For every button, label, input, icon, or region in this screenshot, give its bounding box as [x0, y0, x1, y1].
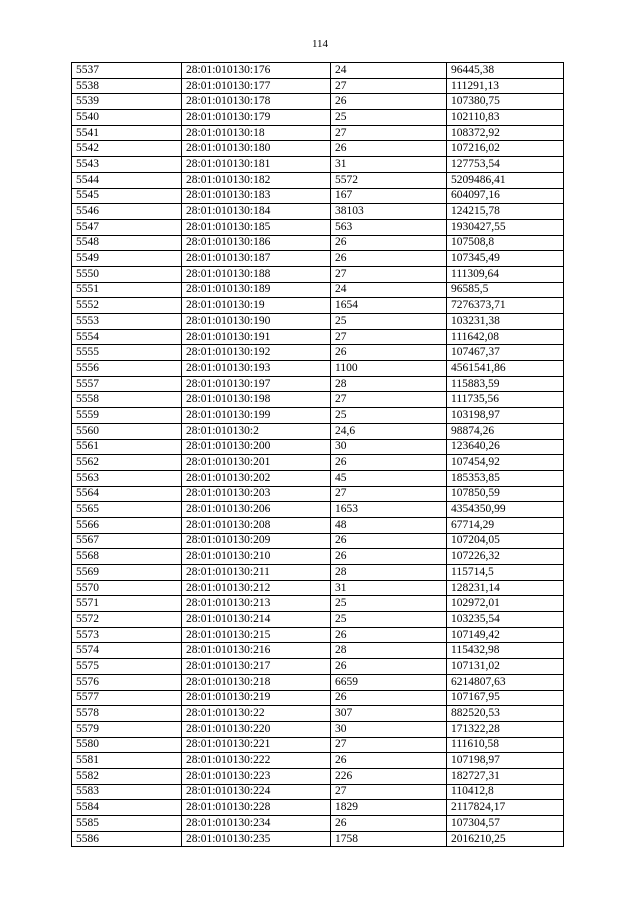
- cadastral-number-cell: 28:01:010130:177: [182, 78, 331, 94]
- area-cell: 5572: [331, 172, 447, 188]
- value-cell: 182727,31: [447, 768, 564, 784]
- area-cell: 25: [331, 612, 447, 628]
- row-number-cell: 5544: [72, 172, 182, 188]
- area-cell: 25: [331, 596, 447, 612]
- cadastral-number-cell: 28:01:010130:217: [182, 659, 331, 675]
- row-number-cell: 5569: [72, 565, 182, 581]
- table-row: [72, 219, 564, 235]
- value-cell: 107508,8: [447, 235, 564, 251]
- table-row: [72, 314, 564, 330]
- table-row: [72, 596, 564, 612]
- cadastral-number-cell: 28:01:010130:214: [182, 612, 331, 628]
- value-cell: 107850,59: [447, 486, 564, 502]
- row-number-cell: 5557: [72, 376, 182, 392]
- cadastral-number-cell: 28:01:010130:199: [182, 408, 331, 424]
- cadastral-number-cell: 28:01:010130:193: [182, 361, 331, 377]
- table-row: [72, 502, 564, 518]
- cadastral-number-cell: 28:01:010130:202: [182, 470, 331, 486]
- cadastral-number-cell: 28:01:010130:19: [182, 298, 331, 314]
- row-number-cell: 5574: [72, 643, 182, 659]
- table-row: [72, 674, 564, 690]
- area-cell: 26: [331, 549, 447, 565]
- cadastral-number-cell: 28:01:010130:192: [182, 345, 331, 361]
- table-row: [72, 517, 564, 533]
- row-number-cell: 5561: [72, 439, 182, 455]
- value-cell: 98874,26: [447, 423, 564, 439]
- value-cell: 107467,37: [447, 345, 564, 361]
- row-number-cell: 5577: [72, 690, 182, 706]
- area-cell: 26: [331, 455, 447, 471]
- value-cell: 107198,97: [447, 753, 564, 769]
- cadastral-number-cell: 28:01:010130:216: [182, 643, 331, 659]
- area-cell: 1758: [331, 831, 447, 847]
- table-row: [72, 533, 564, 549]
- row-number-cell: 5579: [72, 721, 182, 737]
- area-cell: 26: [331, 251, 447, 267]
- value-cell: 107167,95: [447, 690, 564, 706]
- table-row: [72, 800, 564, 816]
- cadastral-number-cell: 28:01:010130:2: [182, 423, 331, 439]
- row-number-cell: 5565: [72, 502, 182, 518]
- area-cell: 28: [331, 565, 447, 581]
- value-cell: 107226,32: [447, 549, 564, 565]
- cadastral-number-cell: 28:01:010130:182: [182, 172, 331, 188]
- area-cell: 26: [331, 690, 447, 706]
- row-number-cell: 5546: [72, 204, 182, 220]
- row-number-cell: 5551: [72, 282, 182, 298]
- value-cell: 107380,75: [447, 94, 564, 110]
- area-cell: 27: [331, 125, 447, 141]
- cadastral-number-cell: 28:01:010130:222: [182, 753, 331, 769]
- area-cell: 307: [331, 706, 447, 722]
- table-row: [72, 188, 564, 204]
- row-number-cell: 5554: [72, 329, 182, 345]
- row-number-cell: 5585: [72, 816, 182, 832]
- row-number-cell: 5563: [72, 470, 182, 486]
- area-cell: 226: [331, 768, 447, 784]
- table-row: [72, 298, 564, 314]
- table-row: [72, 266, 564, 282]
- row-number-cell: 5539: [72, 94, 182, 110]
- value-cell: 107149,42: [447, 627, 564, 643]
- value-cell: 115883,59: [447, 376, 564, 392]
- cadastral-number-cell: 28:01:010130:212: [182, 580, 331, 596]
- value-cell: 2117824,17: [447, 800, 564, 816]
- table-row: [72, 78, 564, 94]
- cadastral-number-cell: 28:01:010130:183: [182, 188, 331, 204]
- cadastral-number-cell: 28:01:010130:198: [182, 392, 331, 408]
- row-number-cell: 5576: [72, 674, 182, 690]
- table-row: [72, 376, 564, 392]
- area-cell: 26: [331, 141, 447, 157]
- area-cell: 45: [331, 470, 447, 486]
- cadastral-number-cell: 28:01:010130:219: [182, 690, 331, 706]
- value-cell: 108372,92: [447, 125, 564, 141]
- cadastral-number-cell: 28:01:010130:188: [182, 266, 331, 282]
- area-cell: 28: [331, 643, 447, 659]
- cadastral-number-cell: 28:01:010130:200: [182, 439, 331, 455]
- cadastral-number-cell: 28:01:010130:224: [182, 784, 331, 800]
- table-row: [72, 329, 564, 345]
- value-cell: 111309,64: [447, 266, 564, 282]
- table-row: [72, 768, 564, 784]
- area-cell: 1654: [331, 298, 447, 314]
- area-cell: 26: [331, 659, 447, 675]
- area-cell: 167: [331, 188, 447, 204]
- area-cell: 38103: [331, 204, 447, 220]
- table-row: [72, 141, 564, 157]
- area-cell: 24,6: [331, 423, 447, 439]
- value-cell: 96585,5: [447, 282, 564, 298]
- table-row: [72, 565, 564, 581]
- row-number-cell: 5538: [72, 78, 182, 94]
- row-number-cell: 5575: [72, 659, 182, 675]
- value-cell: 107204,05: [447, 533, 564, 549]
- cadastral-number-cell: 28:01:010130:228: [182, 800, 331, 816]
- row-number-cell: 5558: [72, 392, 182, 408]
- row-number-cell: 5542: [72, 141, 182, 157]
- area-cell: 48: [331, 517, 447, 533]
- cadastral-number-cell: 28:01:010130:235: [182, 831, 331, 847]
- table-row: [72, 627, 564, 643]
- row-number-cell: 5586: [72, 831, 182, 847]
- value-cell: 103198,97: [447, 408, 564, 424]
- row-number-cell: 5568: [72, 549, 182, 565]
- value-cell: 110412,8: [447, 784, 564, 800]
- table-row: [72, 235, 564, 251]
- row-number-cell: 5537: [72, 63, 182, 79]
- row-number-cell: 5556: [72, 361, 182, 377]
- row-number-cell: 5555: [72, 345, 182, 361]
- table-row: [72, 423, 564, 439]
- value-cell: 67714,29: [447, 517, 564, 533]
- value-cell: 103235,54: [447, 612, 564, 628]
- table-row: [72, 753, 564, 769]
- area-cell: 31: [331, 157, 447, 173]
- cadastral-number-cell: 28:01:010130:197: [182, 376, 331, 392]
- row-number-cell: 5580: [72, 737, 182, 753]
- table-row: [72, 737, 564, 753]
- cadastral-number-cell: 28:01:010130:213: [182, 596, 331, 612]
- table-row: [72, 172, 564, 188]
- row-number-cell: 5570: [72, 580, 182, 596]
- value-cell: 111642,08: [447, 329, 564, 345]
- area-cell: 27: [331, 78, 447, 94]
- area-cell: 1829: [331, 800, 447, 816]
- area-cell: 6659: [331, 674, 447, 690]
- row-number-cell: 5578: [72, 706, 182, 722]
- table-row: [72, 345, 564, 361]
- table-row: [72, 612, 564, 628]
- row-number-cell: 5562: [72, 455, 182, 471]
- table-row: [72, 721, 564, 737]
- cadastral-number-cell: 28:01:010130:201: [182, 455, 331, 471]
- value-cell: 111610,58: [447, 737, 564, 753]
- cadastral-number-cell: 28:01:010130:181: [182, 157, 331, 173]
- table-row: [72, 470, 564, 486]
- value-cell: 107304,57: [447, 816, 564, 832]
- value-cell: 185353,85: [447, 470, 564, 486]
- cadastral-table: [71, 62, 564, 847]
- row-number-cell: 5550: [72, 266, 182, 282]
- table-row: [72, 784, 564, 800]
- area-cell: 30: [331, 721, 447, 737]
- cadastral-number-cell: 28:01:010130:209: [182, 533, 331, 549]
- row-number-cell: 5547: [72, 219, 182, 235]
- area-cell: 26: [331, 533, 447, 549]
- row-number-cell: 5552: [72, 298, 182, 314]
- cadastral-number-cell: 28:01:010130:18: [182, 125, 331, 141]
- row-number-cell: 5553: [72, 314, 182, 330]
- value-cell: 171322,28: [447, 721, 564, 737]
- row-number-cell: 5541: [72, 125, 182, 141]
- area-cell: 25: [331, 110, 447, 126]
- value-cell: 107131,02: [447, 659, 564, 675]
- area-cell: 26: [331, 627, 447, 643]
- table-row: [72, 361, 564, 377]
- row-number-cell: 5540: [72, 110, 182, 126]
- cadastral-number-cell: 28:01:010130:234: [182, 816, 331, 832]
- value-cell: 1930427,55: [447, 219, 564, 235]
- area-cell: 27: [331, 266, 447, 282]
- row-number-cell: 5560: [72, 423, 182, 439]
- table-row: [72, 204, 564, 220]
- area-cell: 26: [331, 235, 447, 251]
- row-number-cell: 5545: [72, 188, 182, 204]
- cadastral-number-cell: 28:01:010130:203: [182, 486, 331, 502]
- area-cell: 26: [331, 345, 447, 361]
- value-cell: 2016210,25: [447, 831, 564, 847]
- table-row: [72, 580, 564, 596]
- row-number-cell: 5583: [72, 784, 182, 800]
- value-cell: 107454,92: [447, 455, 564, 471]
- value-cell: 107345,49: [447, 251, 564, 267]
- table-row: [72, 831, 564, 847]
- cadastral-number-cell: 28:01:010130:210: [182, 549, 331, 565]
- value-cell: 4354350,99: [447, 502, 564, 518]
- value-cell: 6214807,63: [447, 674, 564, 690]
- area-cell: 1653: [331, 502, 447, 518]
- value-cell: 107216,02: [447, 141, 564, 157]
- cadastral-number-cell: 28:01:010130:191: [182, 329, 331, 345]
- area-cell: 25: [331, 314, 447, 330]
- table-row: [72, 282, 564, 298]
- table-row: [72, 94, 564, 110]
- area-cell: 31: [331, 580, 447, 596]
- row-number-cell: 5582: [72, 768, 182, 784]
- value-cell: 96445,38: [447, 63, 564, 79]
- area-cell: 25: [331, 408, 447, 424]
- value-cell: 5209486,41: [447, 172, 564, 188]
- cadastral-number-cell: 28:01:010130:187: [182, 251, 331, 267]
- value-cell: 604097,16: [447, 188, 564, 204]
- row-number-cell: 5543: [72, 157, 182, 173]
- cadastral-number-cell: 28:01:010130:180: [182, 141, 331, 157]
- value-cell: 127753,54: [447, 157, 564, 173]
- area-cell: 30: [331, 439, 447, 455]
- cadastral-number-cell: 28:01:010130:184: [182, 204, 331, 220]
- value-cell: 102110,83: [447, 110, 564, 126]
- area-cell: 26: [331, 816, 447, 832]
- row-number-cell: 5564: [72, 486, 182, 502]
- row-number-cell: 5559: [72, 408, 182, 424]
- value-cell: 124215,78: [447, 204, 564, 220]
- cadastral-number-cell: 28:01:010130:206: [182, 502, 331, 518]
- row-number-cell: 5581: [72, 753, 182, 769]
- value-cell: 882520,53: [447, 706, 564, 722]
- value-cell: 115714,5: [447, 565, 564, 581]
- value-cell: 102972,01: [447, 596, 564, 612]
- row-number-cell: 5571: [72, 596, 182, 612]
- area-cell: 27: [331, 486, 447, 502]
- area-cell: 563: [331, 219, 447, 235]
- cadastral-number-cell: 28:01:010130:186: [182, 235, 331, 251]
- cadastral-number-cell: 28:01:010130:190: [182, 314, 331, 330]
- cadastral-number-cell: 28:01:010130:215: [182, 627, 331, 643]
- value-cell: 111735,56: [447, 392, 564, 408]
- area-cell: 26: [331, 94, 447, 110]
- table-row: [72, 110, 564, 126]
- table-row: [72, 125, 564, 141]
- area-cell: 27: [331, 737, 447, 753]
- row-number-cell: 5572: [72, 612, 182, 628]
- cadastral-number-cell: 28:01:010130:179: [182, 110, 331, 126]
- cadastral-number-cell: 28:01:010130:22: [182, 706, 331, 722]
- value-cell: 123640,26: [447, 439, 564, 455]
- table-row: [72, 816, 564, 832]
- cadastral-number-cell: 28:01:010130:211: [182, 565, 331, 581]
- area-cell: 24: [331, 63, 447, 79]
- area-cell: 1100: [331, 361, 447, 377]
- table-row: [72, 251, 564, 267]
- table-row: [72, 486, 564, 502]
- cadastral-number-cell: 28:01:010130:221: [182, 737, 331, 753]
- table-row: [72, 157, 564, 173]
- area-cell: 26: [331, 753, 447, 769]
- row-number-cell: 5584: [72, 800, 182, 816]
- table-row: [72, 690, 564, 706]
- table-row: [72, 706, 564, 722]
- value-cell: 4561541,86: [447, 361, 564, 377]
- value-cell: 103231,38: [447, 314, 564, 330]
- cadastral-number-cell: 28:01:010130:185: [182, 219, 331, 235]
- table-row: [72, 659, 564, 675]
- table-row: [72, 643, 564, 659]
- table-row: [72, 63, 564, 79]
- row-number-cell: 5573: [72, 627, 182, 643]
- value-cell: 111291,13: [447, 78, 564, 94]
- cadastral-number-cell: 28:01:010130:223: [182, 768, 331, 784]
- value-cell: 115432,98: [447, 643, 564, 659]
- table-row: [72, 392, 564, 408]
- cadastral-number-cell: 28:01:010130:218: [182, 674, 331, 690]
- area-cell: 28: [331, 376, 447, 392]
- value-cell: 7276373,71: [447, 298, 564, 314]
- row-number-cell: 5548: [72, 235, 182, 251]
- table-row: [72, 455, 564, 471]
- page-number: 114: [311, 38, 329, 50]
- area-cell: 24: [331, 282, 447, 298]
- cadastral-number-cell: 28:01:010130:220: [182, 721, 331, 737]
- row-number-cell: 5549: [72, 251, 182, 267]
- area-cell: 27: [331, 329, 447, 345]
- cadastral-number-cell: 28:01:010130:176: [182, 63, 331, 79]
- area-cell: 27: [331, 392, 447, 408]
- row-number-cell: 5566: [72, 517, 182, 533]
- row-number-cell: 5567: [72, 533, 182, 549]
- table-row: [72, 408, 564, 424]
- value-cell: 128231,14: [447, 580, 564, 596]
- cadastral-number-cell: 28:01:010130:178: [182, 94, 331, 110]
- table-body: [72, 63, 564, 847]
- table-row: [72, 439, 564, 455]
- area-cell: 27: [331, 784, 447, 800]
- cadastral-number-cell: 28:01:010130:189: [182, 282, 331, 298]
- cadastral-number-cell: 28:01:010130:208: [182, 517, 331, 533]
- table-row: [72, 549, 564, 565]
